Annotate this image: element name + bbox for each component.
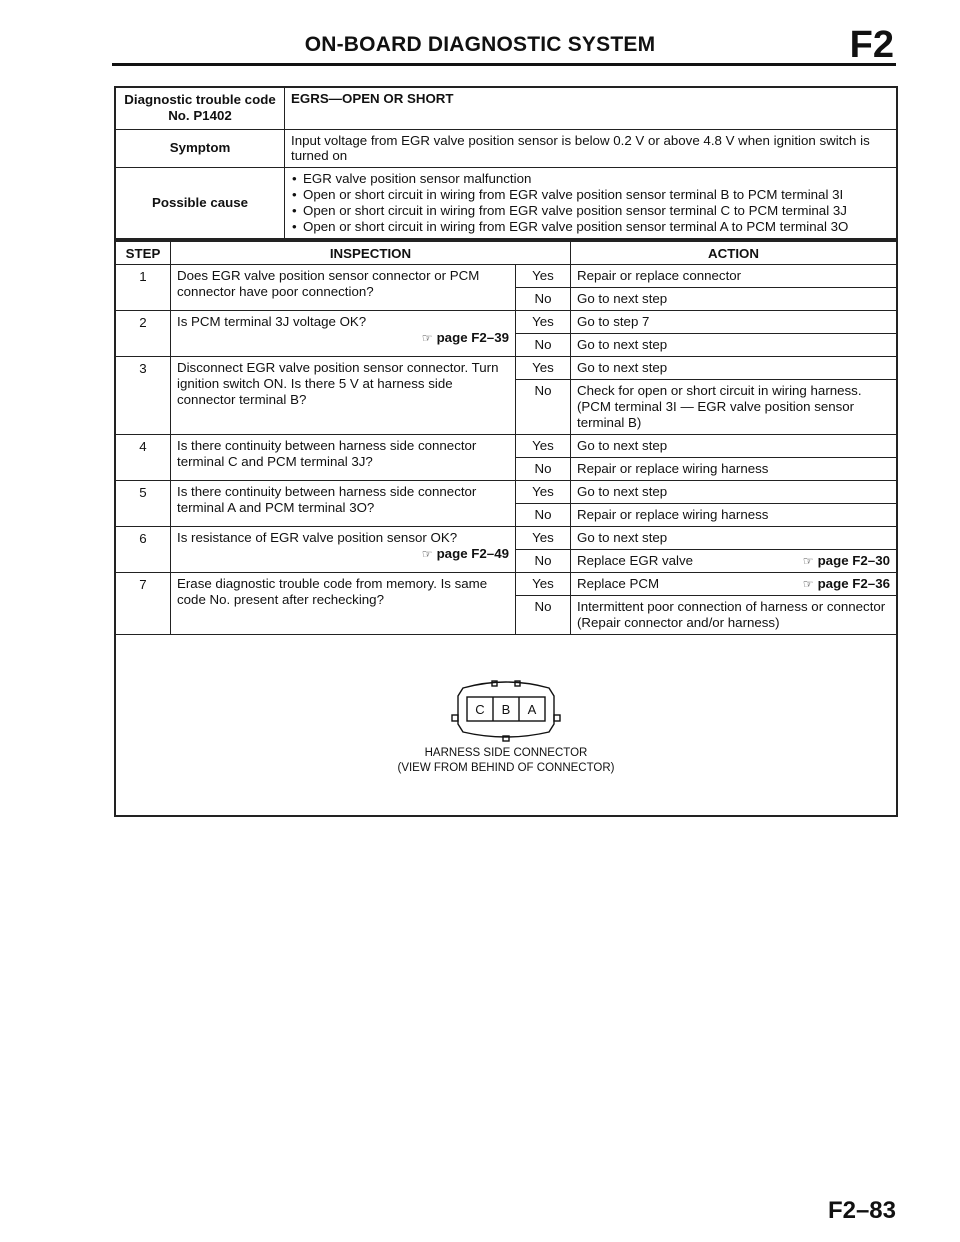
step-number: 3 [115,357,171,435]
no-label: No [516,288,571,311]
step-inspection: Is resistance of EGR valve position sensor OK? ☞ page F2–49 [171,526,516,572]
no-action: Go to next step [571,288,898,311]
no-action: Check for open or short circuit in wiring harness. (PCM terminal 3I — EGR valve position sensor terminal B) [571,380,898,435]
connector-caption-line: HARNESS SIDE CONNECTOR [424,747,588,760]
no-label: No [516,595,571,634]
action-header: ACTION [571,241,898,265]
page-reference: ☞ page F2–49 [421,545,509,561]
step-number: 4 [115,434,171,480]
yes-label: Yes [516,311,571,334]
cause-item: • Open or short circuit in wiring from EGR valve position sensor terminal A to PCM terminal 3O [291,219,890,235]
pointing-hand-icon: ☞ [802,553,814,568]
yes-action: Replace PCM ☞ page F2–36 [571,572,898,595]
step-header: STEP [115,241,171,265]
dtc-code-label: Diagnostic trouble code No. P1402 [115,87,285,129]
no-label: No [516,549,571,572]
page-reference: ☞ page F2–36 [802,575,890,591]
section-code: F2 [849,24,894,66]
step-number: 5 [115,480,171,526]
cause-item: • Open or short circuit in wiring from EGR valve position sensor terminal B to PCM terminal 3I [291,187,890,203]
cause-item: • EGR valve position sensor malfunction [291,171,890,187]
no-label: No [516,503,571,526]
dtc-info-table [114,86,898,240]
no-action: Replace EGR valve ☞ page F2–30 [571,549,898,572]
step-inspection: Is there continuity between harness side connector terminal C and PCM terminal 3J? [171,434,516,480]
step-inspection: Is there continuity between harness side connector terminal A and PCM terminal 3O? [171,480,516,526]
yes-label: Yes [516,357,571,380]
yes-label: Yes [516,265,571,288]
no-label: No [516,380,571,435]
terminal-b-label: B [501,702,511,718]
harness-connector-diagram [441,674,571,746]
yes-action: Go to next step [571,434,898,457]
pointing-hand-icon: ☞ [802,576,814,591]
pointing-hand-icon: ☞ [421,546,433,561]
no-action: Intermittent poor connection of harness or connector (Repair connector and/or harness) [571,595,898,634]
dtc-code-value: EGRS—OPEN OR SHORT [285,87,898,129]
pointing-hand-icon: ☞ [421,330,433,345]
terminal-c-label: C [475,702,485,718]
yes-action: Repair or replace connector [571,265,898,288]
no-label: No [516,457,571,480]
possible-cause-label: Possible cause [115,168,285,239]
yes-action: Go to next step [571,357,898,380]
symptom-text: Input voltage from EGR valve position sensor is below 0.2 V or above 4.8 V when ignition switch is turned on [285,129,898,168]
step-inspection: Disconnect EGR valve position sensor connector. Turn ignition switch ON. Is there 5 V at harness side connector terminal B? [171,357,516,435]
no-action: Repair or replace wiring harness [571,457,898,480]
step-number: 7 [115,572,171,634]
step-inspection: Is PCM terminal 3J voltage OK? ☞ page F2–39 [171,311,516,357]
page-reference: ☞ page F2–30 [802,552,890,568]
connector-side-tab [554,715,560,721]
inspection-header: INSPECTION [171,241,571,265]
no-label: No [516,334,571,357]
step-inspection: Does EGR valve position sensor connector or PCM connector have poor connection? [171,265,516,311]
connector-side-tab [452,715,458,721]
symptom-label: Symptom [115,129,285,168]
yes-label: Yes [516,572,571,595]
troubleshooting-table [114,240,898,817]
step-number: 6 [115,526,171,572]
terminal-a-label: A [527,702,537,718]
connector-diagram-cell [115,634,897,816]
no-action: Repair or replace wiring harness [571,503,898,526]
possible-cause-list [285,168,898,239]
page-reference: ☞ page F2–39 [421,329,509,345]
step-number: 2 [115,311,171,357]
no-action: Go to next step [571,334,898,357]
yes-action: Go to step 7 [571,311,898,334]
page-number: F2–83 [827,1197,896,1224]
yes-label: Yes [516,480,571,503]
step-number: 1 [115,265,171,311]
yes-action: Go to next step [571,526,898,549]
connector-caption-line: (VIEW FROM BEHIND OF CONNECTOR) [397,761,615,774]
yes-action: Go to next step [571,480,898,503]
page-title: ON-BOARD DIAGNOSTIC SYSTEM [304,33,656,56]
connector-caption [116,746,896,775]
yes-label: Yes [516,434,571,457]
step-inspection: Erase diagnostic trouble code from memory. Is same code No. present after rechecking? [171,572,516,634]
cause-item: • Open or short circuit in wiring from EGR valve position sensor terminal C to PCM terminal 3J [291,203,890,219]
header-divider [112,63,896,66]
yes-label: Yes [516,526,571,549]
